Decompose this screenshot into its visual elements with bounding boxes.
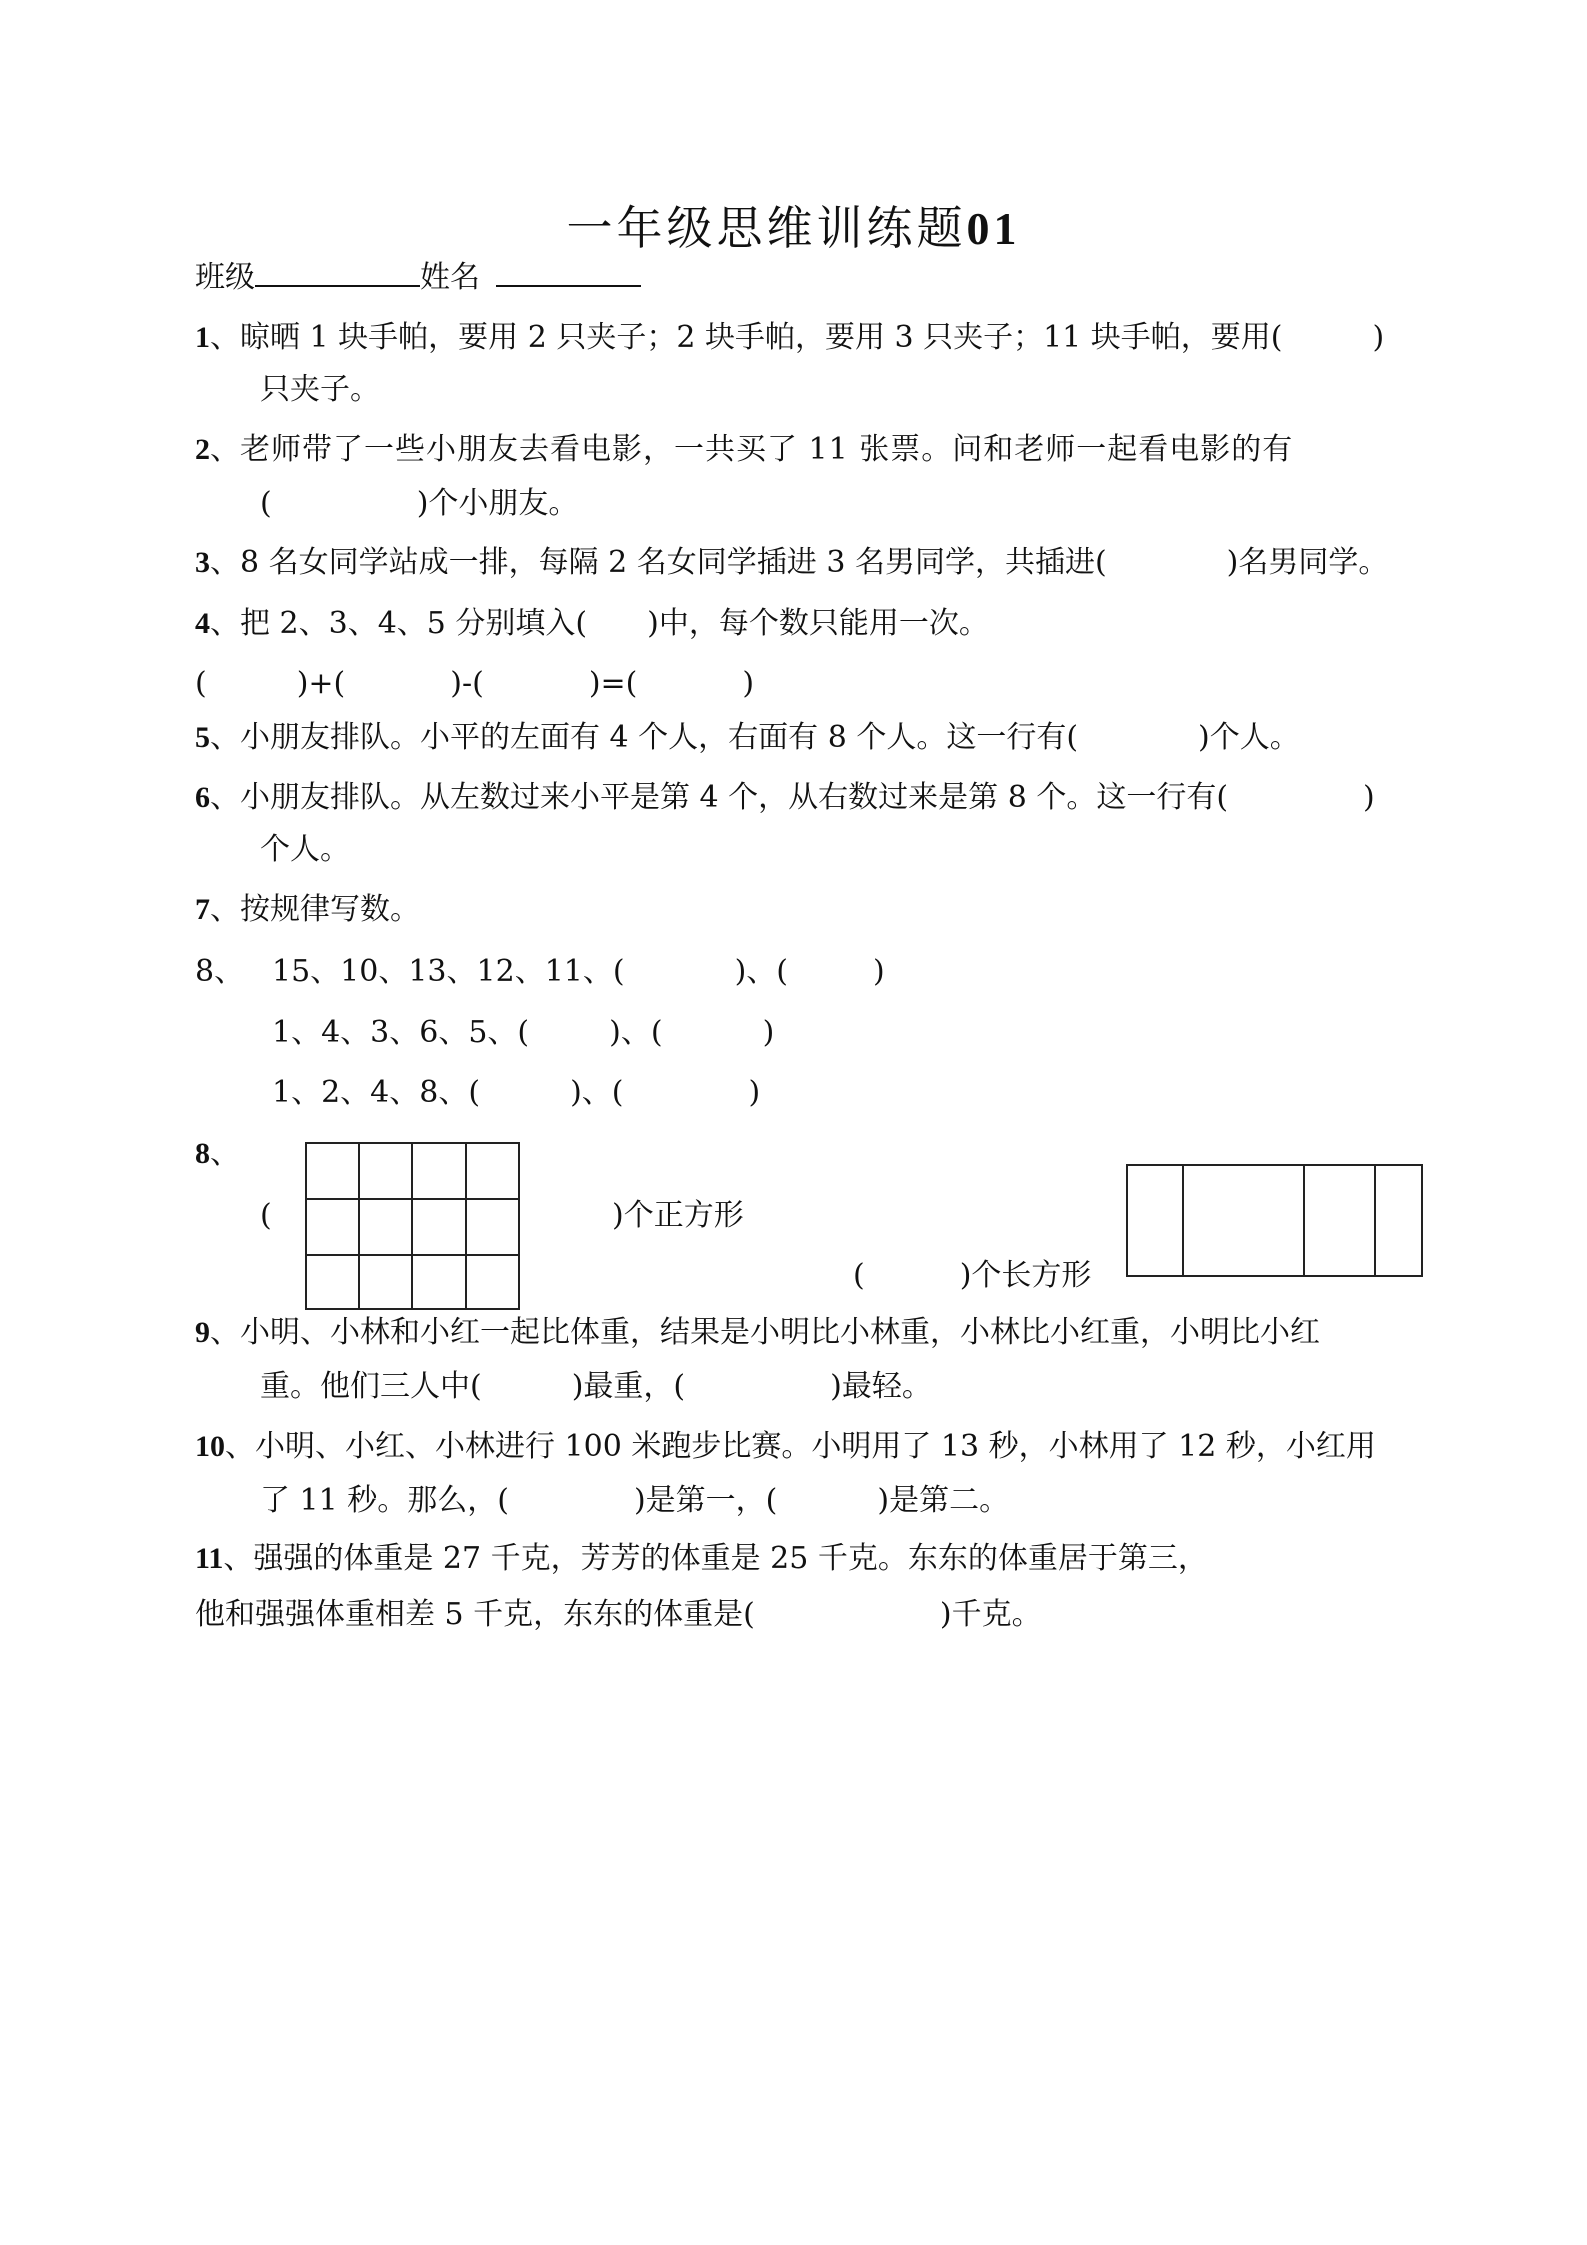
separator: 、	[210, 1136, 240, 1171]
question-11	[195, 1539, 1208, 1579]
question-number: 9	[195, 1316, 210, 1349]
question-9	[195, 1313, 1320, 1353]
class-field[interactable]	[255, 259, 420, 287]
student-info	[195, 258, 641, 298]
square-grid-figure	[305, 1142, 520, 1310]
question-text: 重。他们三人中(	[260, 1369, 482, 1404]
rectangle-figure	[1126, 1164, 1423, 1277]
sequence-sep: )、(	[609, 1015, 663, 1050]
question-number: 5	[195, 721, 210, 754]
question-text: )千克。	[939, 1597, 1042, 1632]
question-text: 他和强强体重相差 5 千克，东东的体重是(	[195, 1597, 755, 1632]
question-6	[195, 778, 1375, 818]
question-text: 小明、小红、小林进行 100 米跑步比赛。小明用了 13 秒，小林用了 12 秒，小红用	[255, 1429, 1376, 1464]
question-text: 小朋友排队。小平的左面有 4 个人，右面有 8 个人。这一行有(	[240, 720, 1079, 755]
question-2	[195, 430, 1293, 470]
paren-close: )	[748, 1075, 761, 1110]
separator: 、	[210, 545, 240, 580]
question-text: )是第一，(	[633, 1483, 778, 1518]
question-number: 8	[195, 1137, 210, 1170]
question-4	[195, 604, 989, 644]
eq-part: )	[742, 666, 755, 701]
sequence-row-1	[272, 952, 885, 992]
question-text: )最轻。	[830, 1369, 932, 1404]
paren-close: )	[1363, 780, 1375, 815]
separator: 、	[210, 892, 240, 927]
square-answer-label	[612, 1196, 744, 1236]
question-7	[195, 890, 420, 930]
question-text: 把 2、3、4、5 分别填入(	[240, 606, 588, 641]
rectangle-answer	[853, 1256, 1091, 1296]
paren-close: )	[1372, 320, 1385, 355]
separator: 、	[210, 780, 240, 815]
question-text: 8 名女同学站成一排，每隔 2 名女同学插进 3 名男同学，共插进(	[240, 545, 1107, 580]
question-text: )中，每个数只能用一次。	[647, 606, 989, 641]
separator: 、	[210, 720, 240, 755]
paren-close: )	[762, 1015, 775, 1050]
question-4-equation	[195, 664, 754, 704]
page-title	[0, 198, 1587, 259]
question-number: 1	[195, 321, 210, 354]
sequence-text: 15、10、13、12、11、(	[272, 954, 625, 989]
question-3	[195, 543, 1388, 583]
question-number: 3	[195, 546, 210, 579]
separator: 、	[225, 1429, 255, 1464]
separator: 、	[214, 954, 245, 989]
question-number: 7	[195, 893, 210, 926]
question-text: 小明、小林和小红一起比体重，结果是小明比小林重，小林比小红重，小明比小红	[240, 1315, 1320, 1350]
question-number: 6	[195, 781, 210, 814]
name-field[interactable]	[496, 259, 641, 287]
separator: 、	[210, 320, 240, 355]
eq-part: )-(	[450, 666, 484, 701]
question-1	[195, 318, 1384, 358]
paren-open: (	[853, 1258, 865, 1293]
sequence-row-2	[272, 1013, 774, 1053]
question-10-cont	[260, 1481, 1009, 1521]
question-text: )是第二。	[877, 1483, 1010, 1518]
question-text: 个人。	[260, 832, 350, 867]
name-label: 姓名	[420, 260, 480, 295]
question-number: 2	[195, 433, 210, 466]
eq-part: (	[195, 666, 207, 701]
question-number: 10	[195, 1430, 225, 1463]
question-8-sequences	[195, 952, 244, 992]
eq-part: )+(	[296, 666, 346, 701]
question-1-cont	[260, 370, 380, 410]
separator: 、	[210, 606, 240, 641]
separator: 、	[223, 1541, 254, 1576]
question-text: 了 11 秒。那么，(	[260, 1483, 509, 1518]
sequence-row-3	[272, 1073, 760, 1113]
question-5	[195, 718, 1300, 758]
title-number: 01	[966, 203, 1021, 254]
square-answer-open	[260, 1196, 272, 1236]
paren-open: (	[260, 1198, 272, 1233]
question-text: 强强的体重是 27 千克，芳芳的体重是 25 千克。东东的体重居于第三，	[253, 1541, 1208, 1576]
paren-close: )	[873, 954, 885, 989]
question-number: 4	[195, 607, 210, 640]
question-text: 晾晒 1 块手帕，要用 2 只夹子；2 块手帕，要用 3 只夹子；11 块手帕，要用(	[240, 320, 1283, 355]
question-text: )个小朋友。	[416, 486, 579, 521]
question-text: 老师带了一些小朋友去看电影，一共买了 11 张票。问和老师一起看电影的有	[240, 432, 1294, 467]
sequence-text: 1、2、4、8、(	[272, 1075, 481, 1110]
question-10	[195, 1427, 1376, 1467]
question-text: )个人。	[1198, 720, 1300, 755]
question-text: 按规律写数。	[240, 892, 420, 927]
question-number: 8	[195, 954, 215, 989]
separator: 、	[210, 1315, 240, 1350]
question-text: )名男同学。	[1226, 545, 1389, 580]
question-text: 只夹子。	[260, 372, 380, 407]
sequence-text: 1、4、3、6、5、(	[272, 1015, 530, 1050]
paren-open: (	[260, 486, 272, 521]
rectangle-count-label: )个长方形	[959, 1258, 1092, 1293]
question-11-cont	[195, 1595, 1042, 1635]
question-9-cont	[260, 1367, 932, 1407]
question-text: 小朋友排队。从左数过来小平是第 4 个，从右数过来是第 8 个。这一行有(	[240, 780, 1229, 815]
question-2-cont	[260, 484, 578, 524]
sequence-sep: )、(	[570, 1075, 624, 1110]
sequence-sep: )、(	[734, 954, 788, 989]
question-text: )最重，(	[571, 1369, 686, 1404]
question-6-cont	[260, 830, 350, 870]
separator: 、	[210, 432, 240, 467]
question-number: 11	[195, 1542, 224, 1575]
eq-part: )=(	[588, 666, 638, 701]
square-count-label: )个正方形	[612, 1198, 744, 1233]
title-text: 一年级思维训练题	[566, 201, 967, 255]
question-8-shapes	[195, 1134, 240, 1174]
class-label: 班级	[195, 260, 255, 295]
